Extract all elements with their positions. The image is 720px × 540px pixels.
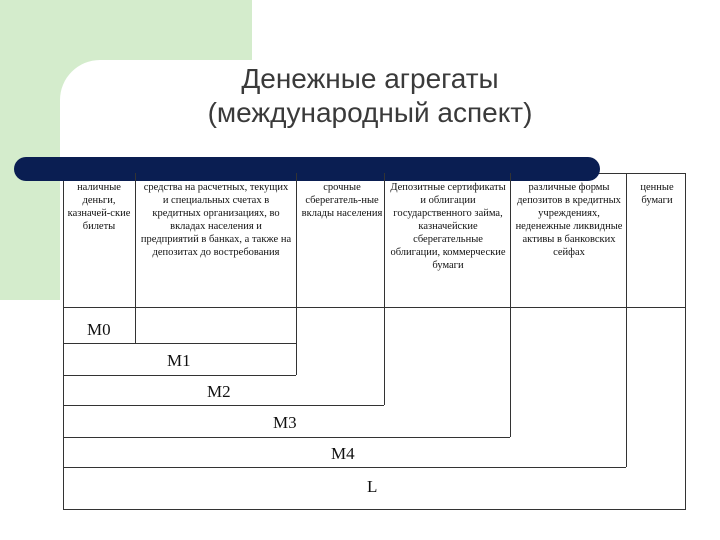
column-divider [384,173,385,307]
row-divider-m2 [63,405,384,406]
column-header-term-deposits: срочные сберегатель-ные вклады населения [301,182,383,219]
column-header-other-deposits: различные формы депозитов в кредитных учреждениях, неденежные ликвидные активы в банковских сейфах [515,182,623,258]
aggregate-m0-label: M0 [87,320,111,339]
column-divider [135,173,136,343]
column-divider [296,173,297,375]
title-divider-bar [14,157,600,181]
aggregate-l-label: L [367,477,378,496]
title-line-1: Денежные агрегаты [241,63,499,94]
row-divider-m4 [63,467,626,468]
aggregate-m3-label: M3 [273,413,297,432]
bracket-divider-m3 [510,307,511,437]
aggregate-m4-label: M4 [331,444,355,463]
column-header-current-accounts: средства на расчетных, текущих и специальных счетах в кредитных организациях, во вкладах населения и предприятий в банках, а также на депозитах до востребования [140,182,292,258]
row-divider-m0 [63,343,296,344]
column-divider [510,173,511,307]
row-divider-m1 [63,375,296,376]
bracket-divider-m4 [626,307,627,467]
bracket-divider-m2 [384,307,385,405]
column-divider [626,173,627,307]
slide-title [150,62,590,130]
row-divider-m3 [63,437,510,438]
title-line-2: (международный аспект) [207,97,533,128]
row-divider [63,307,686,308]
aggregate-m2-label: M2 [207,382,231,401]
aggregate-m1-label: M1 [167,351,191,370]
column-header-certificates-bonds: Депозитные сертификаты и облигации государственного займа, казначейские сберегательные облигации, коммерческие бумаги [390,182,506,271]
column-header-securities: ценные бумаги [640,182,674,206]
column-header-cash: наличные деньги, казначей-ские билеты [67,182,131,232]
